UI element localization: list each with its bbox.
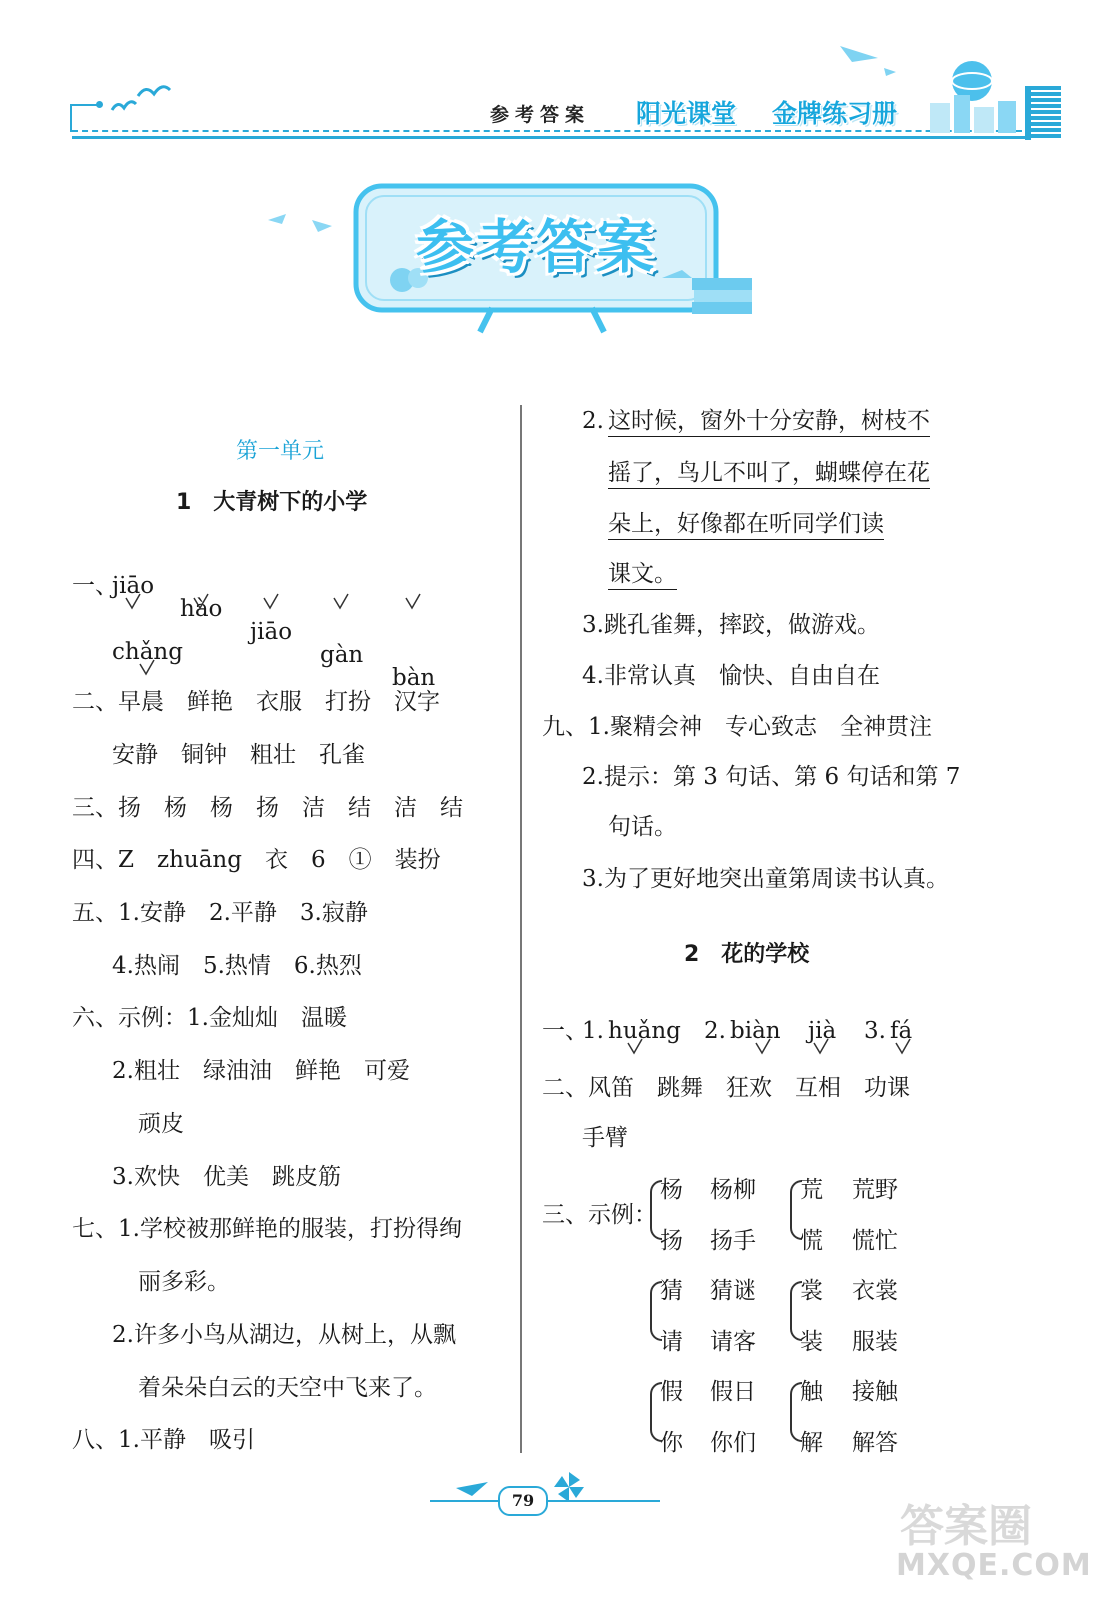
l2-q2-line-1: 二、风笛 跳舞 狂欢 互相 功课 (542, 1075, 910, 1101)
header-label: 参考答案 (490, 104, 591, 126)
l2-q3-char: 假 (660, 1379, 683, 1405)
l2-q1-item-2: huǎng (608, 1018, 681, 1044)
l2-q3-char: 请 (660, 1329, 683, 1355)
l2-q1-item-1: 1. (582, 1018, 604, 1044)
q8-2-line-1: 这时候，窗外十分安静，树枝不 (608, 408, 930, 434)
q8-2-line-4: 课文。 (608, 561, 677, 587)
l2-q3-word: 接触 (852, 1379, 898, 1405)
tone-check-marks-2 (600, 1037, 930, 1057)
l2-q3-word: 你们 (710, 1430, 756, 1456)
l2-q1-item-3: 2. (704, 1018, 726, 1044)
l2-q3-char: 扬 (660, 1228, 683, 1254)
globe-icon (920, 55, 1020, 140)
tone-check-marks (110, 592, 450, 612)
q1-pinyin-1: jiāo (112, 573, 155, 599)
l2-q3-word: 扬手 (710, 1228, 756, 1254)
lesson-2-title: 2 花的学校 (684, 942, 810, 967)
q7-line-1: 七、1.学校被那鲜艳的服装，打扮得绚 (72, 1216, 462, 1242)
page-header (0, 0, 1093, 150)
l2-q1-item-6: 3. (864, 1018, 886, 1044)
title-board (262, 180, 752, 340)
l2-q3-char: 裳 (800, 1278, 823, 1304)
q1-prefix: 一、 (72, 573, 118, 599)
column-divider (520, 405, 522, 1453)
q5-line-2: 4.热闹 5.热情 6.热烈 (112, 953, 362, 979)
l2-q3-char: 触 (800, 1379, 823, 1405)
l2-q3-char: 荒 (800, 1177, 823, 1203)
q2-line-2: 安静 铜钟 粗壮 孔雀 (112, 742, 365, 768)
tone-check-mark (136, 658, 166, 678)
l2-q3-word: 慌忙 (852, 1228, 898, 1254)
q6-line-4: 3.欢快 优美 跳皮筋 (112, 1164, 341, 1190)
page-number: 79 (498, 1486, 548, 1516)
l2-q3-word: 请客 (710, 1329, 756, 1355)
l2-q3-word: 衣裳 (852, 1278, 898, 1304)
l2-q3-char: 杨 (660, 1177, 683, 1203)
l2-q3-word: 荒野 (852, 1177, 898, 1203)
l2-q3-word: 解答 (852, 1430, 898, 1456)
footer-plane-icon (454, 1478, 494, 1502)
q8-2-line-2: 摇了，鸟儿不叫了，蝴蝶停在花 (608, 460, 930, 486)
q4-line: 四、Z zhuāng 衣 6 ① 装扮 (72, 847, 441, 873)
q5-line-1: 五、1.安静 2.平静 3.寂静 (72, 900, 368, 926)
l2-q3-char: 慌 (800, 1228, 823, 1254)
pinwheel-icon (552, 1470, 586, 1504)
unit-title: 第一单元 (236, 439, 325, 464)
q9-2-line-2: 句话。 (608, 814, 677, 840)
l2-q3-char: 解 (800, 1430, 823, 1456)
side-tab-decoration (1025, 86, 1061, 140)
q1-pinyin-2: hào (180, 596, 223, 622)
q6-line-3: 顽皮 (138, 1111, 184, 1137)
lesson-1-title: 1 大青树下的小学 (176, 490, 368, 515)
q3-line: 三、扬 杨 杨 扬 洁 结 洁 结 (72, 795, 463, 821)
l2-q3-char: 猜 (660, 1278, 683, 1304)
l2-q1-item-7: fá (890, 1018, 913, 1044)
q9-3-line: 3.为了更好地突出童第周读书认真。 (582, 866, 949, 892)
q7-line-2: 丽多彩。 (138, 1269, 230, 1295)
q8-2-line-3: 朵上，好像都在听同学们读 (608, 511, 884, 537)
q1-pinyin-3: jiāo (250, 619, 293, 645)
header-dashed-rule (72, 130, 1022, 132)
q1-line-2: chǎng (112, 639, 183, 665)
q7-line-3: 2.许多小鸟从湖边，从树上，从飘 (112, 1322, 456, 1348)
watermark-url: MXQE.COM (896, 1548, 1092, 1583)
l2-q1-prefix: 一、 (542, 1018, 588, 1044)
q6-line-1: 六、示例：1.金灿灿 温暖 (72, 1005, 347, 1031)
header-dot-decoration (96, 101, 103, 108)
l2-q3-word: 猜谜 (710, 1278, 756, 1304)
q1-pinyin-4: gàn (320, 642, 364, 668)
l2-q3-char: 装 (800, 1329, 823, 1355)
l2-q3-char: 你 (660, 1430, 683, 1456)
q8-4-line: 4.非常认真 愉快、自由自在 (582, 663, 880, 689)
q8-line-1: 八、1.平静 吸引 (72, 1427, 255, 1453)
l2-q2-line-2: 手臂 (582, 1125, 628, 1151)
brand-name-2: 金牌练习册 (772, 99, 898, 128)
l2-q1-item-5: jià (808, 1018, 837, 1044)
brand-name-1: 阳光课堂 (636, 99, 737, 128)
q8-2-number: 2. (582, 408, 604, 434)
paper-plane-icon (838, 42, 898, 82)
q8-3-line: 3.跳孔雀舞，摔跤，做游戏。 (582, 612, 880, 638)
l2-q3-word: 杨柳 (710, 1177, 756, 1203)
q7-line-4: 着朵朵白云的天空中飞来了。 (138, 1375, 437, 1401)
board-title: 参考答案 (415, 213, 656, 281)
q6-line-2: 2.粗壮 绿油油 鲜艳 可爱 (112, 1058, 410, 1084)
birds-icon (108, 82, 178, 122)
q2-line-1: 二、早晨 鲜艳 衣服 打扮 汉字 (72, 689, 440, 715)
l2-q1-item-4: biàn (730, 1018, 781, 1044)
l2-q3-word: 服装 (852, 1329, 898, 1355)
header-solid-rule (72, 136, 1027, 139)
l2-q3-word: 假日 (710, 1379, 756, 1405)
l2-q3-prefix: 三、示例： (542, 1202, 657, 1228)
header-bracket-decoration (70, 104, 102, 132)
q1-pinyin-5: bàn (392, 665, 436, 691)
q9-1-line: 九、1.聚精会神 专心致志 全神贯注 (542, 714, 932, 740)
q9-2-line-1: 2.提示：第 3 句话、第 6 句话和第 7 (582, 764, 961, 790)
watermark-logo: 答案圈 (900, 1501, 1032, 1552)
